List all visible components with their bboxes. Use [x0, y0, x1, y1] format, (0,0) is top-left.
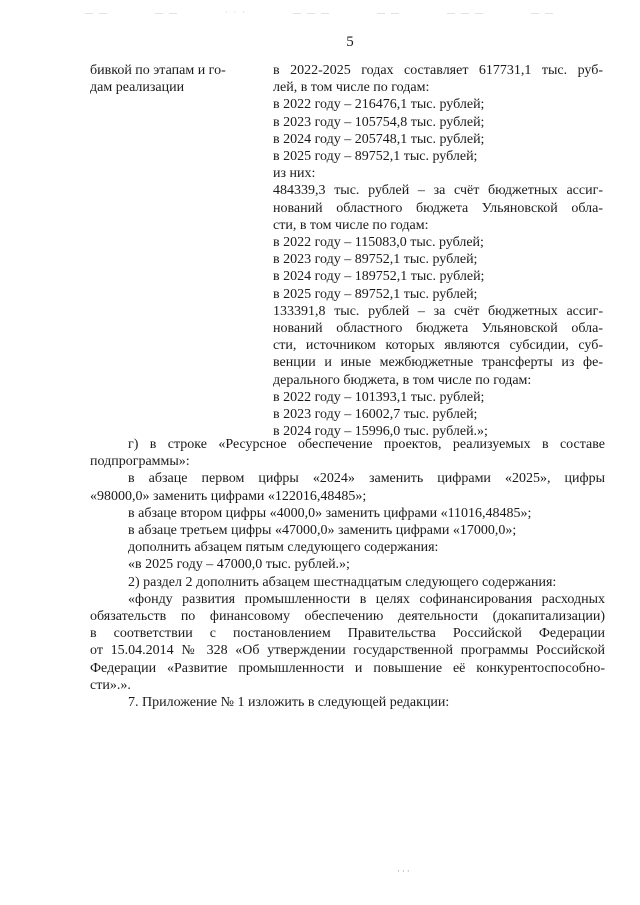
- left-cell-line: дам реализации: [90, 80, 185, 96]
- right-cell-line: в 2025 году – 89752,1 тыс. рублей;: [273, 149, 478, 165]
- paragraph-line: «в 2025 году – 47000,0 тыс. рублей.»;: [128, 557, 350, 573]
- right-cell-line: дерального бюджета, в том числе по годам:: [273, 372, 532, 388]
- paragraph-line: г) в строке «Ресурсное обеспечение проектов, реализуемых в составе: [128, 437, 605, 452]
- right-cell-line: в 2022-2025 годах составляет 617731,1 тыс. руб-: [273, 63, 603, 78]
- left-cell-line: бивкой по этапам и го-: [90, 63, 226, 78]
- right-cell-line: 484339,3 тыс. рублей – за счёт бюджетных ассиг-: [273, 183, 603, 199]
- right-cell-line: нований областного бюджета Ульяновской обла-: [273, 200, 603, 216]
- paragraph-line: обязательств по финансовому обеспечению деятельности (докапитализации): [90, 609, 605, 625]
- right-cell-line: в 2022 году – 115083,0 тыс. рублей;: [273, 235, 484, 251]
- right-cell-line: из них:: [273, 166, 316, 182]
- paragraph-line: Федерации «Развитие промышленности и повышение её конкурентоспособно-: [90, 660, 605, 676]
- paragraph-line: 2) раздел 2 дополнить абзацем шестнадцатым следующего содержания:: [128, 574, 557, 590]
- right-cell-line: сти, источником которых являются субсидии, суб-: [273, 338, 603, 354]
- paragraph-line: «98000,0» заменить цифрами «122016,48485»;: [90, 488, 367, 504]
- right-cell-line: в 2023 году – 89752,1 тыс. рублей;: [273, 252, 478, 268]
- right-cell-line: венции и иные межбюджетные трансферты из фе-: [273, 355, 603, 371]
- right-cell-line: 133391,8 тыс. рублей – за счёт бюджетных ассиг-: [273, 303, 603, 319]
- scan-footer-mark: · ∙ ·: [397, 866, 410, 876]
- paragraph-line: в абзаце первом цифры «2024» заменить цифрами «2025», цифры: [128, 471, 605, 487]
- amendment-body: [90, 436, 605, 711]
- right-cell-line: в 2024 году – 189752,1 тыс. рублей;: [273, 269, 485, 285]
- right-cell-line: в 2023 году – 105754,8 тыс. рублей;: [273, 114, 485, 130]
- paragraph-line: «фонду развития промышленности в целях софинансирования расходных: [128, 591, 605, 607]
- paragraph-line: сти».».: [90, 677, 131, 693]
- right-cell-line: нований областного бюджета Ульяновской обла-: [273, 321, 603, 337]
- right-cell-line: в 2024 году – 205748,1 тыс. рублей;: [273, 131, 485, 147]
- paragraph-line: в соответствии с постановлением Правительства Российской Федерации: [90, 626, 605, 642]
- paragraph-line: в абзаце третьем цифры «47000,0» заменить цифрами «17000,0»;: [128, 523, 517, 539]
- right-cell-line: в 2022 году – 101393,1 тыс. рублей;: [273, 389, 485, 405]
- table-left-cell: [90, 62, 255, 96]
- paragraph-line: 7. Приложение № 1 изложить в следующей редакции:: [128, 695, 450, 711]
- paragraph-line: дополнить абзацем пятым следующего содержания:: [128, 540, 439, 556]
- page-number: 5: [346, 34, 354, 50]
- paragraph-line: от 15.04.2014 № 328 «Об утверждении государственной программы Российской: [90, 643, 605, 659]
- right-cell-line: лей, в том числе по годам:: [273, 80, 430, 96]
- right-cell-line: в 2024 году – 15996,0 тыс. рублей.»;: [273, 424, 488, 440]
- right-cell-line: сти, в том числе по годам:: [273, 217, 429, 233]
- scan-header-marks: — — — — · · · — — — — — — — — — —: [85, 8, 555, 17]
- right-cell-line: в 2022 году – 216476,1 тыс. рублей;: [273, 97, 485, 113]
- table-right-cell: [273, 62, 603, 440]
- paragraph-line: подпрограммы»:: [90, 454, 190, 470]
- right-cell-line: в 2023 году – 16002,7 тыс. рублей;: [273, 407, 478, 423]
- paragraph-line: в абзаце втором цифры «4000,0» заменить цифрами «11016,48485»;: [128, 505, 532, 521]
- right-cell-line: в 2025 году – 89752,1 тыс. рублей;: [273, 286, 478, 302]
